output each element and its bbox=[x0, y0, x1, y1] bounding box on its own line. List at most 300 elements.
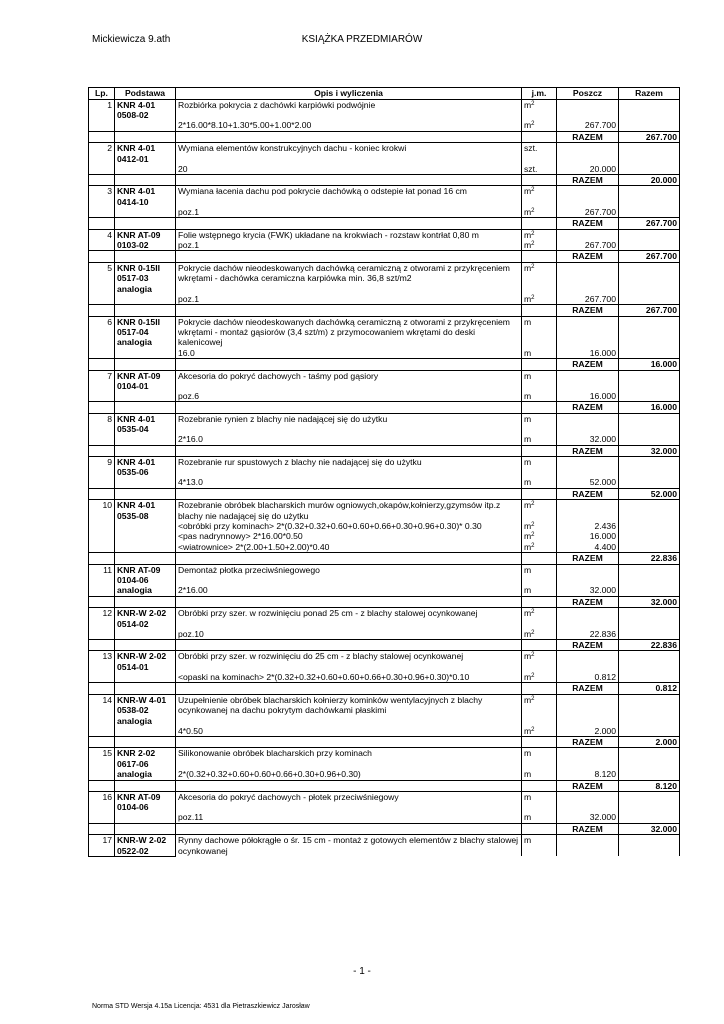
empty-cell bbox=[619, 413, 680, 424]
unit-cell bbox=[522, 672, 557, 683]
summary-total: 267.700 bbox=[619, 131, 680, 142]
calculation-row bbox=[89, 120, 680, 131]
calculation-text: 2*16.00*8.10+1.30*5.00+1.00*2.00 bbox=[176, 120, 522, 131]
unit-text: m bbox=[524, 456, 532, 467]
summary-total: 52.000 bbox=[619, 488, 680, 499]
calculation-text: poz.1 bbox=[176, 294, 522, 305]
empty-cell bbox=[619, 802, 680, 812]
item-number: 6 bbox=[89, 316, 115, 359]
empty-cell bbox=[619, 197, 680, 207]
empty-cell bbox=[522, 736, 557, 747]
unit-cell bbox=[522, 186, 557, 197]
summary-total: 22.836 bbox=[619, 640, 680, 651]
calculation-value: 32.000 bbox=[557, 434, 619, 445]
unit-text: $m^2$ bbox=[524, 206, 535, 217]
item-basis bbox=[115, 748, 176, 780]
empty-cell bbox=[619, 154, 680, 164]
empty-cell bbox=[115, 640, 176, 651]
calculation-row bbox=[89, 207, 680, 218]
empty-cell bbox=[557, 110, 619, 120]
summary-label: RAZEM bbox=[557, 445, 619, 456]
unit-text: $m^2$ bbox=[524, 521, 535, 531]
table-row bbox=[89, 608, 680, 619]
empty-cell bbox=[557, 748, 619, 759]
calculation-row bbox=[89, 294, 680, 305]
summary-label: RAZEM bbox=[557, 780, 619, 791]
calculation-value: 2.436 bbox=[557, 521, 619, 531]
item-description: Silikonowanie obróbek blacharskich przy kominach bbox=[176, 748, 522, 759]
empty-cell bbox=[619, 294, 680, 305]
basis-line: KNR 4-01 bbox=[117, 500, 156, 511]
unit-cell bbox=[522, 812, 557, 823]
item-number: 14 bbox=[89, 694, 115, 736]
empty-cell bbox=[557, 835, 619, 857]
spacer-row bbox=[89, 424, 680, 434]
unit-text: $m^2$ bbox=[524, 186, 535, 197]
column-header-lp: Lp. bbox=[89, 88, 115, 100]
summary-row bbox=[89, 445, 680, 456]
item-description: Pokrycie dachów nieodeskowanych dachówką ceramiczną z otworami z przykręceniem wkrętami - dachówka ceramiczna karpiówka min. 36,8 szt/m2 bbox=[176, 262, 522, 283]
item-description: Rozebranie obróbek blacharskich murów ogniowych,okapów,kołnierzy,gzymsów itp.z blachy nie nadającej się do użytku bbox=[176, 500, 522, 521]
table-row bbox=[89, 456, 680, 467]
calculation-text: poz.11 bbox=[176, 812, 522, 823]
empty-cell bbox=[115, 131, 176, 142]
item-description: Wymiana łacenia dachu pod pokrycie dachówką o odstepie łat ponad 16 cm bbox=[176, 186, 522, 197]
unit-cell bbox=[522, 542, 557, 553]
spacer-row bbox=[89, 716, 680, 726]
empty-cell bbox=[619, 748, 680, 759]
empty-cell bbox=[89, 402, 115, 413]
unit-text: $m^2$ bbox=[524, 100, 535, 110]
basis-line: analogia bbox=[117, 715, 152, 726]
empty-cell bbox=[557, 608, 619, 619]
table-row bbox=[89, 413, 680, 424]
item-description: Rynny dachowe półokrągłe o śr. 15 cm - montaż z gotowych elementów z blachy stalowej ocynkowanej bbox=[176, 835, 522, 857]
empty-cell bbox=[176, 488, 522, 499]
basis-line: KNR AT-09 bbox=[117, 564, 161, 575]
bill-of-quantities-table bbox=[88, 87, 680, 857]
summary-total: 2.000 bbox=[619, 736, 680, 747]
summary-label: RAZEM bbox=[557, 553, 619, 564]
summary-label: RAZEM bbox=[557, 218, 619, 229]
empty-cell bbox=[176, 218, 522, 229]
summary-total: 16.000 bbox=[619, 359, 680, 370]
summary-total: 32.000 bbox=[619, 823, 680, 834]
unit-cell bbox=[522, 456, 557, 467]
table-row bbox=[89, 748, 680, 759]
empty-cell bbox=[522, 402, 557, 413]
empty-cell bbox=[619, 791, 680, 802]
table-row bbox=[89, 500, 680, 521]
summary-row bbox=[89, 553, 680, 564]
empty-cell bbox=[619, 100, 680, 111]
empty-cell bbox=[619, 575, 680, 585]
unit-cell bbox=[522, 500, 557, 521]
item-number: 16 bbox=[89, 791, 115, 823]
calculation-text: 2*16.00 bbox=[176, 585, 522, 596]
unit-cell bbox=[522, 694, 557, 715]
calculation-text: <opaski na kominach> 2*(0.32+0.32+0.60+0.60+0.66+0.30+0.96+0.30)*0.10 bbox=[176, 672, 522, 683]
unit-text: $m^2$ bbox=[524, 229, 535, 240]
basis-line: 0514-02 bbox=[117, 618, 149, 629]
item-number: 17 bbox=[89, 835, 115, 857]
empty-cell bbox=[522, 683, 557, 694]
item-basis bbox=[115, 143, 176, 175]
spacer-row bbox=[89, 284, 680, 294]
empty-cell bbox=[176, 575, 522, 585]
column-header-individual: Poszcz bbox=[557, 88, 619, 100]
basis-line: KNR AT-09 bbox=[117, 370, 161, 381]
calculation-row bbox=[89, 348, 680, 359]
empty-cell bbox=[619, 381, 680, 391]
calculation-row bbox=[89, 726, 680, 737]
empty-cell bbox=[89, 445, 115, 456]
item-basis bbox=[115, 186, 176, 218]
item-basis bbox=[115, 835, 176, 857]
calculation-row bbox=[89, 240, 680, 251]
basis-line: KNR 4-01 bbox=[117, 100, 156, 110]
summary-total: 267.700 bbox=[619, 251, 680, 262]
empty-cell bbox=[619, 672, 680, 683]
empty-cell bbox=[619, 424, 680, 434]
empty-cell bbox=[522, 154, 557, 164]
basis-line: analogia bbox=[117, 769, 152, 780]
basis-line: 0517-04 bbox=[117, 326, 149, 337]
calculation-row bbox=[89, 477, 680, 488]
unit-cell bbox=[522, 608, 557, 619]
empty-cell bbox=[115, 305, 176, 316]
table-row bbox=[89, 186, 680, 197]
empty-cell bbox=[557, 284, 619, 294]
empty-cell bbox=[557, 381, 619, 391]
item-description: Rozebranie rynien z blachy nie nadającej się do użytku bbox=[176, 413, 522, 424]
unit-text: $m^2$ bbox=[524, 694, 535, 705]
empty-cell bbox=[619, 542, 680, 553]
empty-cell bbox=[522, 381, 557, 391]
item-basis bbox=[115, 651, 176, 683]
empty-cell bbox=[89, 596, 115, 607]
item-number: 1 bbox=[89, 100, 115, 132]
empty-cell bbox=[176, 110, 522, 120]
basis-line: analogia bbox=[117, 283, 152, 294]
empty-cell bbox=[557, 651, 619, 662]
basis-line: KNR 4-01 bbox=[117, 186, 156, 197]
table-row bbox=[89, 835, 680, 857]
unit-cell bbox=[522, 391, 557, 402]
calculation-value: 16.000 bbox=[557, 348, 619, 359]
item-number: 4 bbox=[89, 229, 115, 251]
basis-line: 0535-06 bbox=[117, 467, 149, 478]
calculation-value: 16.000 bbox=[557, 531, 619, 541]
summary-row bbox=[89, 823, 680, 834]
unit-text: $m^2$ bbox=[524, 500, 535, 511]
basis-line: 0412-01 bbox=[117, 153, 149, 164]
empty-cell bbox=[89, 488, 115, 499]
empty-cell bbox=[619, 434, 680, 445]
empty-cell bbox=[619, 694, 680, 715]
empty-cell bbox=[522, 424, 557, 434]
unit-text: m bbox=[524, 316, 532, 327]
empty-cell bbox=[619, 608, 680, 619]
basis-line: 0514-01 bbox=[117, 661, 149, 672]
unit-cell bbox=[522, 262, 557, 283]
basis-line: 0103-02 bbox=[117, 240, 149, 251]
calculation-row bbox=[89, 164, 680, 175]
basis-line: 0508-02 bbox=[117, 110, 149, 121]
unit-text: $m^2$ bbox=[524, 240, 535, 251]
basis-line: 0517-03 bbox=[117, 273, 149, 284]
spacer-row bbox=[89, 154, 680, 164]
unit-cell bbox=[522, 143, 557, 154]
empty-cell bbox=[176, 802, 522, 812]
unit-cell bbox=[522, 791, 557, 802]
summary-label: RAZEM bbox=[557, 640, 619, 651]
empty-cell bbox=[619, 531, 680, 541]
basis-line: 0617-06 bbox=[117, 758, 149, 769]
item-description: Pokrycie dachów nieodeskowanych dachówką ceramiczną z otworami z przykręceniem wkrętami - montaż gąsiorów (3,4 szt/m) z przymocowaniem wkrętami do deski kalenicowej bbox=[176, 316, 522, 348]
unit-text: $m^2$ bbox=[524, 293, 535, 304]
unit-cell bbox=[522, 564, 557, 575]
item-basis bbox=[115, 316, 176, 359]
basis-line: KNR-W 2-02 bbox=[117, 651, 167, 662]
unit-cell bbox=[522, 294, 557, 305]
empty-cell bbox=[176, 662, 522, 672]
spacer-row bbox=[89, 575, 680, 585]
empty-cell bbox=[176, 683, 522, 694]
unit-text: m bbox=[524, 477, 532, 488]
empty-cell bbox=[115, 553, 176, 564]
empty-cell bbox=[522, 110, 557, 120]
summary-row bbox=[89, 736, 680, 747]
unit-text: szt. bbox=[524, 163, 538, 174]
empty-cell bbox=[557, 370, 619, 381]
calculation-text: 4*0.50 bbox=[176, 726, 522, 737]
item-description: Akcesoria do pokryć dachowych - płotek przeciwśniegowy bbox=[176, 791, 522, 802]
empty-cell bbox=[557, 424, 619, 434]
empty-cell bbox=[89, 823, 115, 834]
empty-cell bbox=[522, 596, 557, 607]
basis-line: 0538-02 bbox=[117, 705, 149, 716]
basis-line: KNR-W 2-02 bbox=[117, 835, 167, 846]
summary-row bbox=[89, 402, 680, 413]
item-number: 15 bbox=[89, 748, 115, 780]
empty-cell bbox=[176, 154, 522, 164]
empty-cell bbox=[619, 456, 680, 467]
empty-cell bbox=[176, 131, 522, 142]
empty-cell bbox=[557, 154, 619, 164]
table-row bbox=[89, 262, 680, 283]
summary-total: 20.000 bbox=[619, 175, 680, 186]
calculation-value: 52.000 bbox=[557, 477, 619, 488]
calculation-text: 2*16.0 bbox=[176, 434, 522, 445]
empty-cell bbox=[619, 316, 680, 348]
column-header-unit: j.m. bbox=[522, 88, 557, 100]
unit-cell bbox=[522, 477, 557, 488]
basis-line: KNR 4-01 bbox=[117, 143, 156, 154]
basis-line: 0535-04 bbox=[117, 424, 149, 435]
calculation-row bbox=[89, 769, 680, 780]
unit-cell bbox=[522, 748, 557, 759]
empty-cell bbox=[176, 823, 522, 834]
summary-label: RAZEM bbox=[557, 596, 619, 607]
empty-cell bbox=[619, 229, 680, 240]
empty-cell bbox=[176, 736, 522, 747]
unit-cell bbox=[522, 651, 557, 662]
unit-text: m bbox=[524, 390, 532, 401]
unit-cell bbox=[522, 370, 557, 381]
basis-line: analogia bbox=[117, 585, 152, 596]
empty-cell bbox=[557, 143, 619, 154]
table-row bbox=[89, 143, 680, 154]
unit-text: m bbox=[524, 768, 532, 779]
item-number: 5 bbox=[89, 262, 115, 304]
table-row bbox=[89, 651, 680, 662]
summary-row bbox=[89, 251, 680, 262]
spacer-row bbox=[89, 619, 680, 629]
calculation-text: <pas nadrynnowy> 2*16.00*0.50 bbox=[176, 531, 522, 541]
item-description: Rozbiórka pokrycia z dachówki karpiówki podwójnie bbox=[176, 100, 522, 111]
empty-cell bbox=[619, 716, 680, 726]
empty-cell bbox=[176, 640, 522, 651]
unit-cell bbox=[522, 120, 557, 131]
empty-cell bbox=[619, 120, 680, 131]
unit-cell bbox=[522, 585, 557, 596]
calculation-value: 20.000 bbox=[557, 164, 619, 175]
item-description: Demontaż płotka przeciwśniegowego bbox=[176, 564, 522, 575]
empty-cell bbox=[115, 445, 176, 456]
item-number: 11 bbox=[89, 564, 115, 596]
item-number: 7 bbox=[89, 370, 115, 402]
empty-cell bbox=[619, 759, 680, 769]
calculation-text: 2*(0.32+0.32+0.60+0.60+0.66+0.30+0.96+0.30) bbox=[176, 769, 522, 780]
empty-cell bbox=[522, 131, 557, 142]
unit-cell bbox=[522, 164, 557, 175]
empty-cell bbox=[89, 736, 115, 747]
empty-cell bbox=[522, 662, 557, 672]
calculation-row bbox=[89, 629, 680, 640]
unit-cell bbox=[522, 835, 557, 857]
empty-cell bbox=[557, 619, 619, 629]
basis-line: 0414-10 bbox=[117, 196, 149, 207]
basis-line: KNR 4-01 bbox=[117, 413, 156, 424]
item-description: Folie wstępnego krycia (FWK) układane na krokwiach - rozstaw kontrłat 0,80 m bbox=[176, 229, 522, 240]
item-description: Obróbki przy szer. w rozwinięciu ponad 25 cm - z blachy stalowej ocynkowanej bbox=[176, 608, 522, 619]
basis-line: KNR AT-09 bbox=[117, 791, 161, 802]
empty-cell bbox=[522, 759, 557, 769]
empty-cell bbox=[619, 467, 680, 477]
empty-cell bbox=[557, 694, 619, 715]
spacer-row bbox=[89, 381, 680, 391]
summary-row bbox=[89, 218, 680, 229]
empty-cell bbox=[522, 802, 557, 812]
spacer-row bbox=[89, 759, 680, 769]
calculation-value: 16.000 bbox=[557, 391, 619, 402]
calculation-text: 20 bbox=[176, 164, 522, 175]
basis-line: KNR 4-01 bbox=[117, 456, 156, 467]
unit-text: $m^2$ bbox=[524, 628, 535, 639]
empty-cell bbox=[176, 759, 522, 769]
unit-cell bbox=[522, 413, 557, 424]
item-basis bbox=[115, 456, 176, 488]
calculation-row bbox=[89, 531, 680, 541]
empty-cell bbox=[557, 575, 619, 585]
summary-total: 32.000 bbox=[619, 596, 680, 607]
empty-cell bbox=[557, 467, 619, 477]
item-number: 13 bbox=[89, 651, 115, 683]
empty-cell bbox=[557, 456, 619, 467]
calculation-value: 0.812 bbox=[557, 672, 619, 683]
empty-cell bbox=[115, 823, 176, 834]
empty-cell bbox=[176, 596, 522, 607]
unit-text: $m^2$ bbox=[524, 531, 535, 542]
basis-line: 0104-01 bbox=[117, 380, 149, 391]
item-basis bbox=[115, 413, 176, 445]
empty-cell bbox=[557, 229, 619, 240]
empty-cell bbox=[619, 391, 680, 402]
column-header-basis: Podstawa bbox=[115, 88, 176, 100]
empty-cell bbox=[522, 218, 557, 229]
empty-cell bbox=[619, 769, 680, 780]
spacer-row bbox=[89, 467, 680, 477]
calculation-row bbox=[89, 521, 680, 531]
item-description: Akcesoria do pokryć dachowych - taśmy pod gąsiory bbox=[176, 370, 522, 381]
empty-cell bbox=[89, 305, 115, 316]
calculation-text: <wiatrownice> 2*(2.00+1.50+2.00)*0.40 bbox=[176, 542, 522, 553]
calculation-value: 267.700 bbox=[557, 294, 619, 305]
unit-text: m bbox=[524, 413, 532, 424]
basis-line: KNR 0-15II bbox=[117, 262, 160, 273]
document-title: KSIĄŻKA PRZEDMIARÓW bbox=[301, 34, 423, 45]
unit-text: $m^2$ bbox=[524, 651, 535, 662]
table-row bbox=[89, 100, 680, 111]
unit-text: m bbox=[524, 370, 532, 381]
empty-cell bbox=[115, 596, 176, 607]
empty-cell bbox=[115, 175, 176, 186]
empty-cell bbox=[115, 359, 176, 370]
empty-cell bbox=[176, 619, 522, 629]
basis-line: 0104-06 bbox=[117, 802, 149, 813]
summary-total: 8.120 bbox=[619, 780, 680, 791]
basis-line: 0535-08 bbox=[117, 510, 149, 521]
empty-cell bbox=[619, 812, 680, 823]
unit-cell bbox=[522, 521, 557, 531]
unit-text: m bbox=[524, 835, 532, 846]
summary-total: 22.836 bbox=[619, 553, 680, 564]
basis-line: KNR 2-02 bbox=[117, 748, 156, 759]
item-number: 8 bbox=[89, 413, 115, 445]
empty-cell bbox=[89, 640, 115, 651]
empty-cell bbox=[522, 305, 557, 316]
empty-cell bbox=[619, 262, 680, 283]
empty-cell bbox=[619, 240, 680, 251]
unit-text: $m^2$ bbox=[524, 541, 535, 552]
calculation-row bbox=[89, 672, 680, 683]
calculation-text: poz.10 bbox=[176, 629, 522, 640]
empty-cell bbox=[619, 662, 680, 672]
table-row bbox=[89, 370, 680, 381]
summary-label: RAZEM bbox=[557, 359, 619, 370]
empty-cell bbox=[619, 207, 680, 218]
item-basis bbox=[115, 500, 176, 553]
summary-row bbox=[89, 131, 680, 142]
unit-text: $m^2$ bbox=[524, 725, 535, 736]
summary-row bbox=[89, 683, 680, 694]
calculation-value: 32.000 bbox=[557, 812, 619, 823]
column-header-description: Opis i wyliczenia bbox=[176, 88, 522, 100]
unit-text: m bbox=[524, 585, 532, 596]
empty-cell bbox=[522, 716, 557, 726]
empty-cell bbox=[557, 413, 619, 424]
